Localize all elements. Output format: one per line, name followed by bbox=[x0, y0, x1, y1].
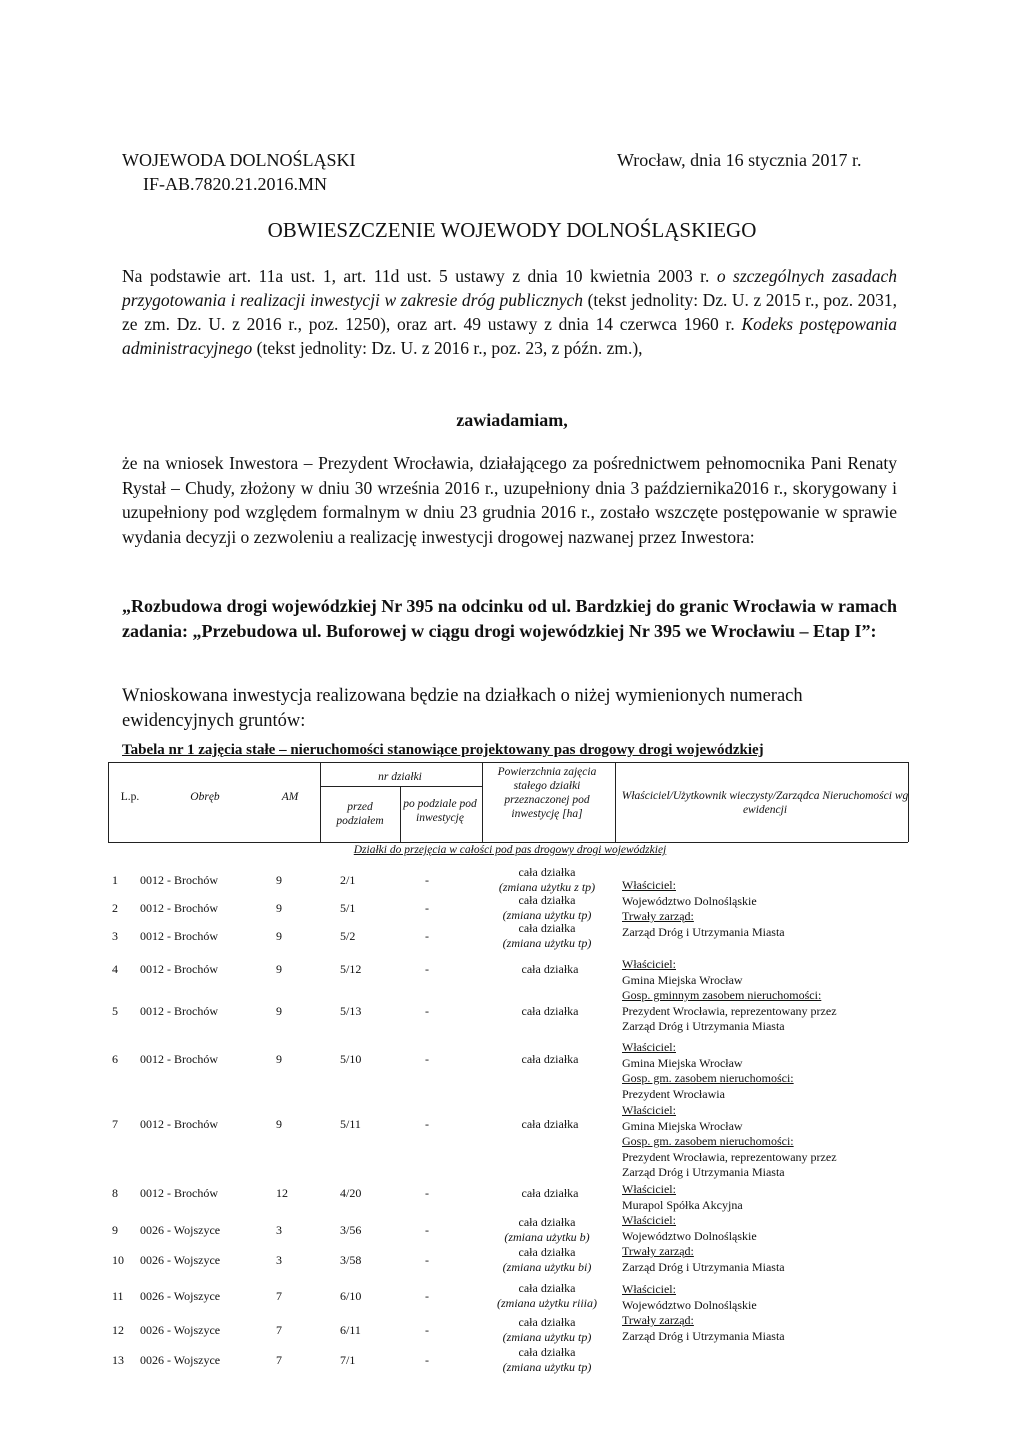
row-am: 12 bbox=[276, 1186, 288, 1200]
owner-line: Prezydent Wrocławia, reprezentowany przez bbox=[622, 1003, 837, 1018]
row-area: cała działka bbox=[518, 1315, 576, 1329]
row-area: cała działka bbox=[521, 1117, 579, 1131]
header-obreb: Obręb bbox=[190, 791, 220, 803]
row-lp: 8 bbox=[112, 1186, 118, 1200]
row-po: - bbox=[425, 1253, 429, 1267]
row-lp: 3 bbox=[112, 929, 118, 943]
act-2-title: Kodeks postępowania administracyjnego bbox=[122, 314, 897, 358]
owner-line: Gosp. gminnym zasobem nieruchomości: bbox=[622, 988, 822, 1002]
header-nr-dzialki: nr działki bbox=[378, 771, 422, 783]
owner-line: Trwały zarząd: bbox=[622, 1313, 694, 1327]
row-lp: 11 bbox=[112, 1289, 124, 1303]
legal-basis-text-3: (tekst jednolity: Dz. U. z 2016 r., poz. 23, z późn. zm.), bbox=[252, 338, 643, 358]
row-lp: 5 bbox=[112, 1004, 118, 1018]
owner-line: Właściciel: bbox=[622, 1103, 676, 1117]
row-area-note: (zmiana użytku tp) bbox=[502, 1330, 592, 1344]
row-przed: 3/58 bbox=[340, 1253, 362, 1267]
row-area: cała działka bbox=[521, 1052, 579, 1066]
row-obreb: 0026 - Wojszyce bbox=[140, 1289, 221, 1303]
row-area: cała działka bbox=[521, 962, 579, 976]
table-rule bbox=[108, 762, 109, 842]
row-po: - bbox=[425, 1223, 429, 1237]
row-area-note: (zmiana użytku b) bbox=[504, 1230, 590, 1244]
row-area-note: (zmiana użytku tp) bbox=[502, 908, 592, 922]
act-1-title: o szczególnych zasadach przygotowania i realizacji inwestycji w zakresie dróg publicznych bbox=[122, 266, 897, 310]
owner-line: Zarząd Dróg i Utrzymania Miasta bbox=[622, 1259, 785, 1274]
row-po: - bbox=[425, 1323, 429, 1337]
row-am: 9 bbox=[276, 962, 282, 976]
owner-line: Właściciel: bbox=[622, 1282, 676, 1296]
owner-line: Właściciel: bbox=[622, 1040, 676, 1054]
row-area-note: (zmiana użytku tp) bbox=[502, 1360, 592, 1374]
row-am: 3 bbox=[276, 1253, 282, 1267]
row-lp: 13 bbox=[112, 1353, 124, 1367]
owner-line: Gosp. gm. zasobem nieruchomości: bbox=[622, 1071, 794, 1085]
row-am: 9 bbox=[276, 1052, 282, 1066]
legal-basis-paragraph bbox=[122, 264, 897, 360]
row-przed: 5/10 bbox=[340, 1052, 362, 1066]
row-przed: 5/1 bbox=[340, 901, 356, 915]
row-lp: 12 bbox=[112, 1323, 124, 1337]
row-area: cała działka bbox=[518, 865, 576, 879]
row-po: - bbox=[425, 873, 429, 887]
owner-line: Gmina Miejska Wrocław bbox=[622, 972, 743, 987]
row-po: - bbox=[425, 1117, 429, 1131]
row-area: cała działka bbox=[518, 1281, 576, 1295]
row-przed: 3/56 bbox=[340, 1223, 362, 1237]
row-przed: 7/1 bbox=[340, 1353, 356, 1367]
owner-line: Właściciel: bbox=[622, 957, 676, 971]
owner-line: Zarząd Dróg i Utrzymania Miasta bbox=[622, 1019, 785, 1033]
header-am: AM bbox=[281, 791, 299, 803]
row-po: - bbox=[425, 962, 429, 976]
owner-line: Zarząd Dróg i Utrzymania Miasta bbox=[622, 924, 785, 939]
row-am: 7 bbox=[276, 1353, 282, 1367]
row-area: cała działka bbox=[518, 893, 576, 907]
row-area: cała działka bbox=[521, 1186, 579, 1200]
row-przed: 5/2 bbox=[340, 929, 356, 943]
row-po: - bbox=[425, 1289, 429, 1303]
legal-basis-text-2: (tekst jednolity: Dz. U. z 2015 r., poz. 2031, ze zm. Dz. U. z 2016 r., poz. 1250), oraz art. 49 ustawy z dnia 14 czerwca 1960 r. bbox=[122, 290, 897, 334]
row-przed: 5/11 bbox=[340, 1117, 361, 1131]
owner-line: Murapol Spółka Akcyjna bbox=[622, 1197, 743, 1212]
row-lp: 10 bbox=[112, 1253, 124, 1267]
row-am: 7 bbox=[276, 1289, 282, 1303]
owner-line: Prezydent Wrocławia bbox=[622, 1086, 725, 1101]
plots-intro: Wnioskowana inwestycja realizowana będzie na działkach o niżej wymienionych numerach ewidencyjnych gruntów: bbox=[122, 686, 803, 731]
place-and-date: Wrocław, dnia 16 stycznia 2017 r. bbox=[617, 150, 862, 170]
row-obreb: 0012 - Brochów bbox=[140, 1117, 218, 1131]
owner-line: Właściciel: bbox=[622, 1213, 676, 1227]
row-obreb: 0026 - Wojszyce bbox=[140, 1223, 221, 1237]
row-lp: 6 bbox=[112, 1052, 118, 1066]
owner-line: Gosp. gm. zasobem nieruchomości: bbox=[622, 1134, 794, 1148]
notice-title: OBWIESZCZENIE WOJEWODY DOLNOŚLĄSKIEGO bbox=[267, 218, 757, 242]
row-obreb: 0012 - Brochów bbox=[140, 929, 218, 943]
row-po: - bbox=[425, 929, 429, 943]
table-caption: Tabela nr 1 zajęcia stałe – nieruchomości stanowiące projektowany pas drogowy drogi wojewódzkiej bbox=[122, 742, 764, 758]
row-obreb: 0012 - Brochów bbox=[140, 962, 218, 976]
header-lp: L.p. bbox=[120, 791, 140, 803]
body-paragraph: że na wniosek Inwestora – Prezydent Wrocławia, działającego za pośrednictwem pełnomocnika Pani Renaty Rystał – Chudy, złożony w dniu 30 września 2016 r., uzupełniony dnia 3 października2016 r., skorygowany i uzupełniony pod względem formalnym w dniu 23 grudnia 2016 r., zostało wszczęte postępowanie w sprawie wydania decyzji o zezwoleniu a realizację inwestycji drogowej nazwanej przez Inwestora: bbox=[122, 453, 897, 547]
issuing-authority: WOJEWODA DOLNOŚLĄSKI bbox=[122, 150, 356, 170]
row-przed: 6/11 bbox=[340, 1323, 361, 1337]
row-am: 7 bbox=[276, 1323, 282, 1337]
row-obreb: 0012 - Brochów bbox=[140, 1186, 218, 1200]
owner-line: Gmina Miejska Wrocław bbox=[622, 1055, 743, 1070]
owner-line: Prezydent Wrocławia, reprezentowany przez bbox=[622, 1149, 837, 1164]
owner-line: Województwo Dolnośląskie bbox=[622, 1228, 757, 1243]
row-am: 9 bbox=[276, 1117, 282, 1131]
row-obreb: 0012 - Brochów bbox=[140, 1052, 218, 1066]
row-area: cała działka bbox=[518, 921, 576, 935]
owner-line: Województwo Dolnośląskie bbox=[622, 893, 757, 908]
row-obreb: 0026 - Wojszyce bbox=[140, 1353, 221, 1367]
owner-line: Zarząd Dróg i Utrzymania Miasta bbox=[622, 1165, 785, 1179]
row-lp: 1 bbox=[112, 873, 118, 887]
row-obreb: 0026 - Wojszyce bbox=[140, 1253, 221, 1267]
row-obreb: 0026 - Wojszyce bbox=[140, 1323, 221, 1337]
row-przed: 5/12 bbox=[340, 962, 362, 976]
row-area-note: (zmiana użytku z tp) bbox=[498, 880, 596, 894]
row-przed: 4/20 bbox=[340, 1186, 362, 1200]
row-am: 9 bbox=[276, 929, 282, 943]
row-obreb: 0012 - Brochów bbox=[140, 873, 218, 887]
row-lp: 2 bbox=[112, 901, 118, 915]
header-owner: Właściciel/Użytkownik wieczysty/Zarządca Nieruchomości wg ewidencji bbox=[621, 790, 909, 816]
header-area: Powierzchnia zajęcia stałego działki przeznaczonej pod inwestycję [ha] bbox=[497, 766, 597, 820]
row-area-note: (zmiana użytku bi) bbox=[502, 1260, 592, 1274]
header-przed: przed podziałem bbox=[336, 801, 384, 827]
row-lp: 7 bbox=[112, 1117, 118, 1131]
row-lp: 4 bbox=[112, 962, 118, 976]
reference-number: IF-AB.7820.21.2016.MN bbox=[143, 174, 328, 194]
row-po: - bbox=[425, 1052, 429, 1066]
row-am: 9 bbox=[276, 873, 282, 887]
table-rule bbox=[320, 786, 482, 787]
row-am: 9 bbox=[276, 901, 282, 915]
owner-line: Gmina Miejska Wrocław bbox=[622, 1118, 743, 1133]
row-po: - bbox=[425, 1353, 429, 1367]
row-po: - bbox=[425, 1186, 429, 1200]
owner-line: Zarząd Dróg i Utrzymania Miasta bbox=[622, 1328, 785, 1343]
row-po: - bbox=[425, 901, 429, 915]
investment-name: „Rozbudowa drogi wojewódzkiej Nr 395 na odcinku od ul. Bardzkiej do granic Wrocławia w ramach zadania: „Przebudowa ul. Buforowej w ciągu drogi wojewódzkiej Nr 395 we Wrocławiu – Etap I”: bbox=[122, 596, 897, 641]
row-przed: 5/13 bbox=[340, 1004, 362, 1018]
row-przed: 2/1 bbox=[340, 873, 356, 887]
row-obreb: 0012 - Brochów bbox=[140, 901, 218, 915]
owner-line: Województwo Dolnośląskie bbox=[622, 1297, 757, 1312]
owner-line: Właściciel: bbox=[622, 1182, 676, 1196]
header-po: po podziale pod inwestycję bbox=[403, 798, 477, 824]
row-obreb: 0012 - Brochów bbox=[140, 1004, 218, 1018]
owner-line: Właściciel: bbox=[622, 878, 676, 892]
row-area-note: (zmiana użytku riiia) bbox=[497, 1296, 597, 1310]
row-area: cała działka bbox=[518, 1345, 576, 1359]
notice-word: zawiadamiam, bbox=[456, 410, 568, 430]
row-area: cała działka bbox=[521, 1004, 579, 1018]
row-area: cała działka bbox=[518, 1215, 576, 1229]
row-am: 3 bbox=[276, 1223, 282, 1237]
legal-basis-text-1: Na podstawie art. 11a ust. 1, art. 11d ust. 5 ustawy z dnia 10 kwietnia 2003 r. bbox=[122, 266, 717, 286]
section-header: Działki do przejęcia w całości pod pas drogowy drogi wojewódzkiej bbox=[353, 844, 667, 856]
row-area: cała działka bbox=[518, 1245, 576, 1259]
owner-line: Trwały zarząd: bbox=[622, 1244, 694, 1258]
row-lp: 9 bbox=[112, 1223, 118, 1237]
owner-line: Trwały zarząd: bbox=[622, 909, 694, 923]
row-am: 9 bbox=[276, 1004, 282, 1018]
row-po: - bbox=[425, 1004, 429, 1018]
row-przed: 6/10 bbox=[340, 1289, 362, 1303]
row-area-note: (zmiana użytku tp) bbox=[502, 936, 592, 950]
table-rule bbox=[108, 762, 908, 763]
